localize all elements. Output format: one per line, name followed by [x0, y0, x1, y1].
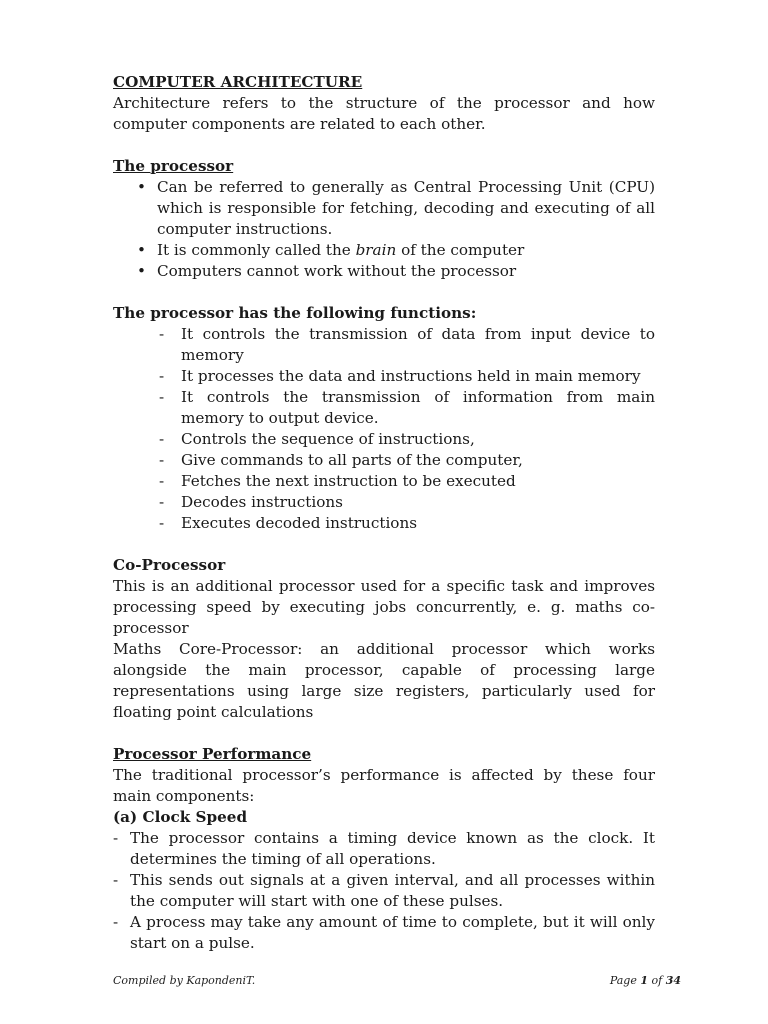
list-item: - This sends out signals at a given interval, and all processes within the computer will start with one of these pulses. [113, 870, 655, 912]
processor-heading: The processor [113, 157, 234, 175]
clock-speed-heading: (a) Clock Speed [113, 808, 248, 826]
page-of: of [648, 974, 666, 987]
emphasis-brain: brain [355, 241, 397, 259]
spacer [113, 135, 655, 156]
page-title: COMPUTER ARCHITECTURE [113, 73, 363, 91]
processor-bullet-list [113, 177, 655, 282]
list-item: - Controls the sequence of instructions, [113, 429, 655, 450]
list-item: - Give commands to all parts of the computer, [113, 450, 655, 471]
maths-coprocessor-paragraph: Maths Core-Processor: an additional processor which works alongside the main processor, capable of processing large representations using large size registers, particularly used for floating point calculations [113, 640, 655, 721]
performance-intro: The traditional processor’s performance is affected by these four main components: [113, 766, 655, 805]
list-item: - The processor contains a timing device known as the clock. It determines the timing of all operations. [113, 828, 655, 870]
page-number [610, 974, 681, 987]
page-total: 34 [665, 974, 681, 987]
performance-heading: Processor Performance [113, 745, 312, 763]
functions-heading: The processor has the following functions: [113, 304, 477, 322]
spacer [113, 534, 655, 555]
page-content [113, 72, 655, 954]
page-current: 1 [640, 974, 648, 987]
bullet-item: • Computers cannot work without the processor [113, 261, 655, 282]
functions-list [113, 324, 655, 534]
page-word: Page [609, 974, 641, 987]
intro-paragraph: Architecture refers to the structure of the processor and how computer components are related to each other. [113, 94, 655, 133]
spacer [113, 282, 655, 303]
coprocessor-heading: Co-Processor [113, 556, 226, 574]
list-item: - It processes the data and instructions held in main memory [113, 366, 655, 387]
spacer [113, 723, 655, 744]
bullet-item [113, 240, 655, 261]
list-item: - Executes decoded instructions [113, 513, 655, 534]
clock-speed-list [113, 828, 655, 954]
bullet-text-start: It is commonly called the [157, 241, 356, 259]
list-item: - Decodes instructions [113, 492, 655, 513]
list-item: - It controls the transmission of data from input device to memory [113, 324, 655, 366]
list-item: - It controls the transmission of information from main memory to output device. [113, 387, 655, 429]
list-item: - A process may take any amount of time to complete, but it will only start on a pulse. [113, 912, 655, 954]
coprocessor-paragraph: This is an additional processor used for a specific task and improves processing speed by executing jobs concurrently, e. g. maths co-processor [113, 577, 655, 637]
list-item: - Fetches the next instruction to be executed [113, 471, 655, 492]
bullet-text-end: of the computer [396, 241, 525, 259]
bullet-item: • Can be referred to generally as Central Processing Unit (CPU) which is responsible for fetching, decoding and executing of all computer instructions. [113, 177, 655, 240]
footer-credit: Compiled by KapondeniT. [113, 974, 256, 987]
